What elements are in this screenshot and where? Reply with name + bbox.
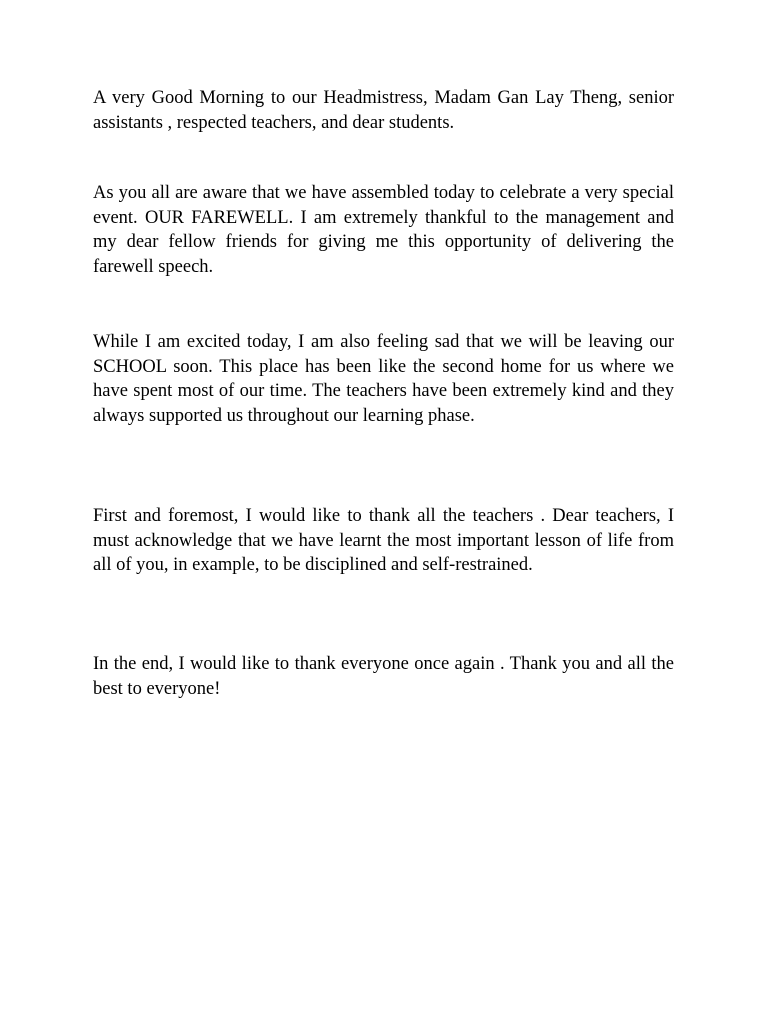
thanks-teachers-paragraph: First and foremost, I would like to thank all the teachers . Dear teachers, I must acknowledge that we have learnt the most important lesson of life from all of you, in example, to be disciplined and self-restrained. [93, 506, 674, 576]
event-paragraph: As you all are aware that we have assembled today to celebrate a very special event. OUR FAREWELL. I am extremely thankful to the management and my dear fellow friends for giving me this opportunity of delivering the farewell speech. [93, 183, 674, 277]
closing-paragraph: In the end, I would like to thank everyone once again . Thank you and all the best to everyone! [93, 654, 674, 699]
school-paragraph: While I am excited today, I am also feeling sad that we will be leaving our SCHOOL soon. This place has been like the second home for us where we have spent most of our time. The teachers have been extremely kind and they always supported us throughout our learning phase. [93, 332, 674, 426]
greeting-paragraph: A very Good Morning to our Headmistress, Madam Gan Lay Theng, senior assistants , respected teachers, and dear students. [93, 88, 674, 133]
